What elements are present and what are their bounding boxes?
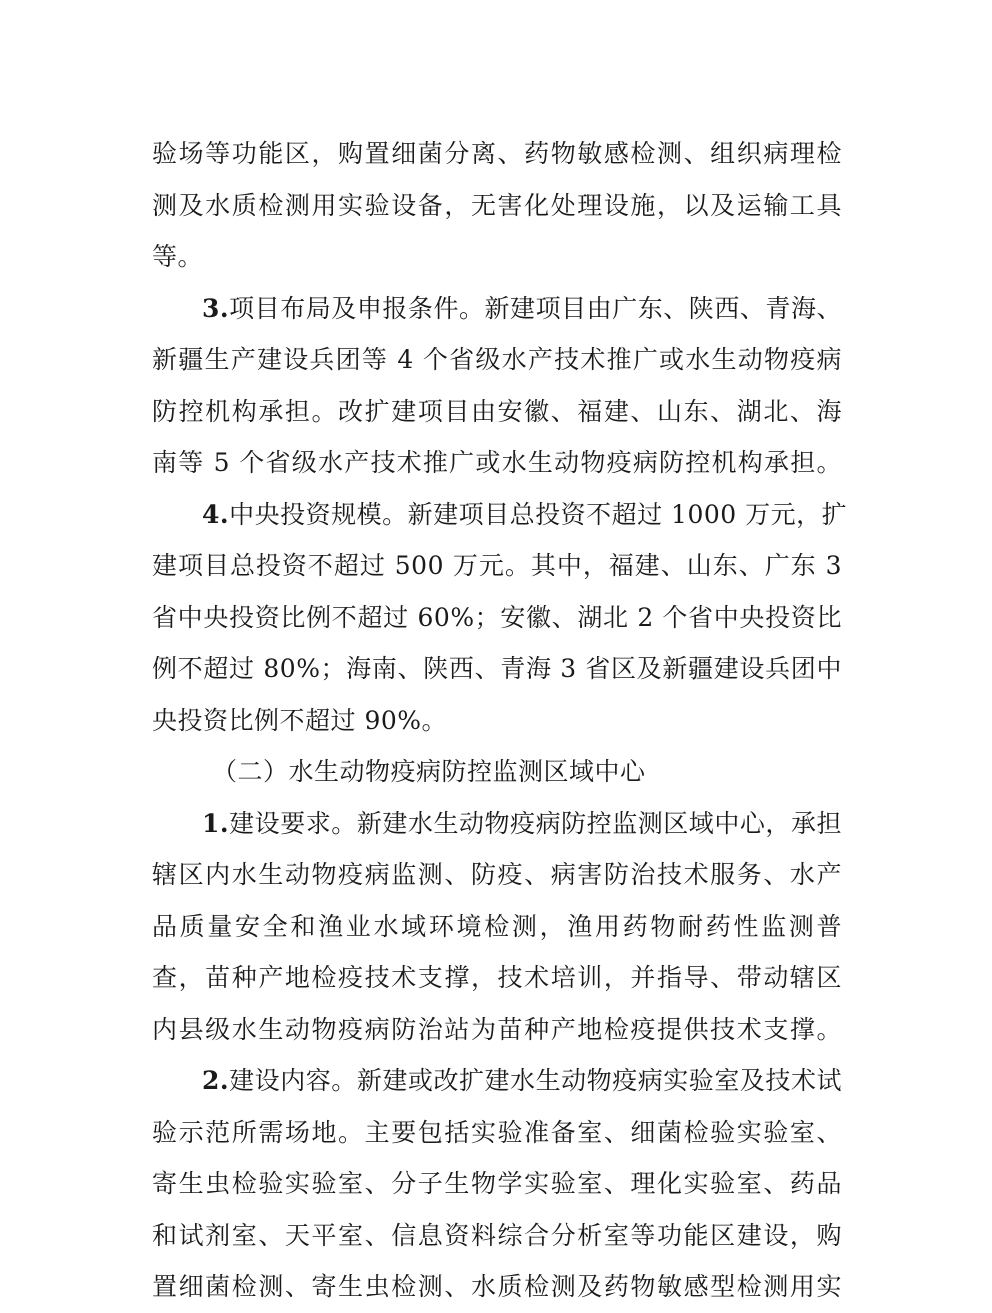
paragraph-construction-content — [152, 1055, 842, 1313]
text-line: 和试剂室、天平室、信息资料综合分析室等功能区建设，购 — [152, 1220, 842, 1250]
text-line: 省中央投资比例不超过 60%；安徽、湖北 2 个省中央投资比 — [152, 602, 842, 632]
item-number: 3. — [202, 293, 230, 323]
text-line: 置细菌检测、寄生虫检测、水质检测及药物敏感型检测用实 — [152, 1272, 842, 1301]
document-body — [152, 128, 848, 1313]
text-line: 品质量安全和渔业水域环境检测，渔用药物耐药性监测普 — [152, 911, 842, 941]
text-line — [152, 283, 842, 335]
text-line: 测及水质检测用实验设备，无害化处理设施，以及运输工具 — [152, 190, 842, 220]
text-line-content: 项目布局及申报条件。新建项目由广东、陕西、青海、 — [229, 293, 842, 323]
paragraph-continuation — [152, 128, 842, 283]
text-line: 等。 — [152, 242, 204, 271]
item-number: 2. — [202, 1066, 230, 1095]
text-line — [152, 1055, 842, 1107]
text-line-content: 建设内容。新建或改扩建水生动物疫病实验室及技术试 — [229, 1066, 842, 1095]
text-line: 寄生虫检验实验室、分子生物学实验室、理化实验室、药品 — [152, 1169, 842, 1198]
text-line-content: 中央投资规模。新建项目总投资不超过 1000 万元，扩 — [229, 499, 848, 529]
text-line: 例不超过 80%；海南、陕西、青海 3 省区及新疆建设兵团中 — [152, 654, 842, 683]
section-heading-text: （二）水生动物疫病防控监测区域中心 — [212, 757, 646, 786]
text-line: 新疆生产建设兵团等 4 个省级水产技术推广或水生动物疫病 — [152, 345, 842, 374]
text-line: 验场等功能区，购置细菌分离、药物敏感检测、组织病理检 — [152, 139, 842, 168]
text-line — [152, 489, 848, 541]
text-line: 辖区内水生动物疫病监测、防疫、病害防治技术服务、水产 — [152, 860, 842, 889]
text-line: 内县级水生动物疫病防治站为苗种产地检疫提供技术支撑。 — [152, 1014, 842, 1044]
item-number: 4. — [202, 499, 230, 529]
paragraph-construction-requirements — [152, 798, 842, 1056]
section-heading — [152, 746, 842, 798]
text-line: 建项目总投资不超过 500 万元。其中，福建、山东、广东 3 — [152, 551, 842, 580]
text-line: 南等 5 个省级水产技术推广或水生动物疫病防控机构承担。 — [152, 448, 842, 477]
text-line: 央投资比例不超过 90%。 — [152, 705, 448, 735]
paragraph-project-layout — [152, 283, 842, 489]
paragraph-investment-scale — [152, 489, 848, 747]
text-line — [152, 798, 842, 850]
text-line: 查，苗种产地检疫技术支撑，技术培训，并指导、带动辖区 — [152, 963, 842, 992]
text-line: 验示范所需场地。主要包括实验准备室、细菌检验实验室、 — [152, 1117, 842, 1147]
text-line-content: 建设要求。新建水生动物疫病防控监测区域中心，承担 — [229, 808, 842, 838]
item-number: 1. — [202, 808, 230, 838]
text-line: 防控机构承担。改扩建项目由安徽、福建、山东、湖北、海 — [152, 396, 842, 426]
